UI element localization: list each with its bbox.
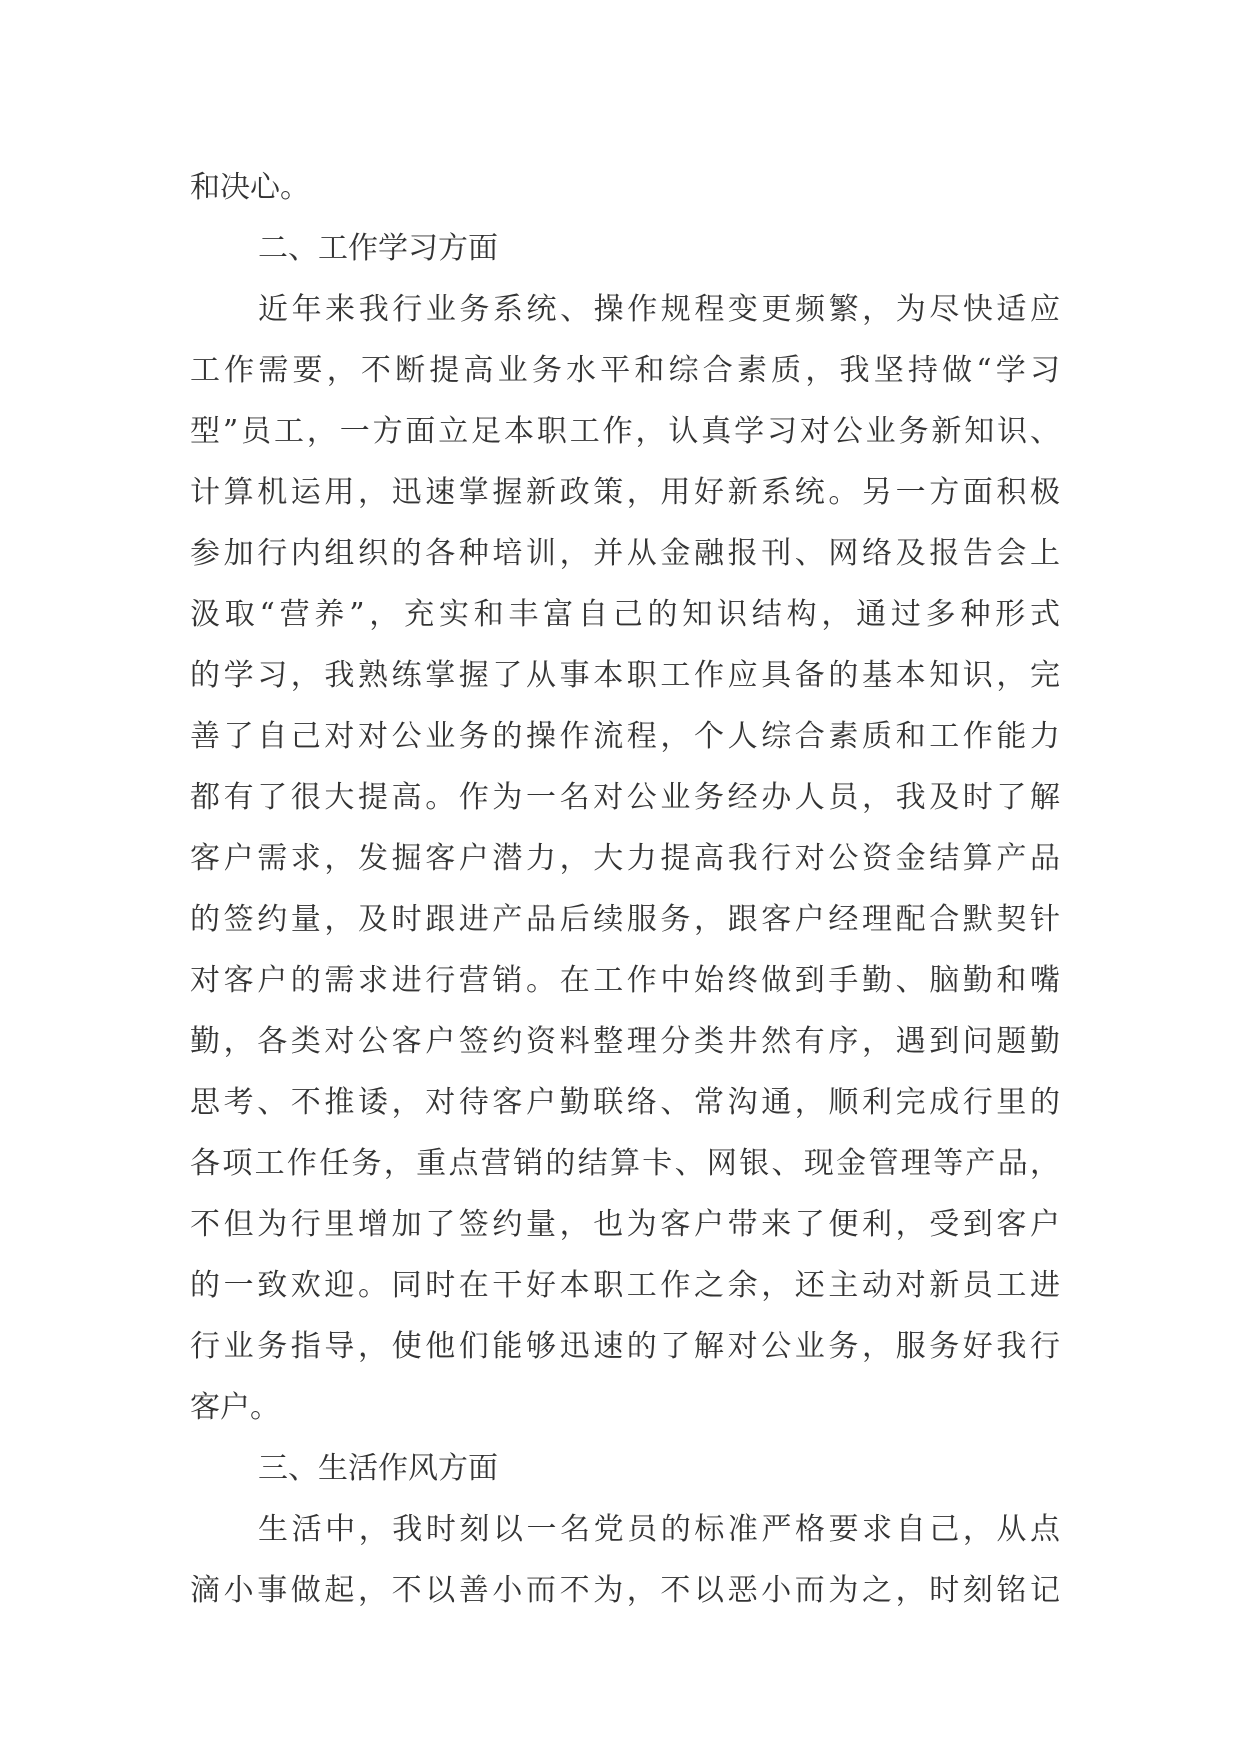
body-text	[190, 157, 1060, 1621]
text-line: 勤，各类对公客户签约资料整理分类井然有序，遇到问题勤	[190, 1024, 1060, 1059]
text-line: 客户。	[190, 1390, 280, 1425]
text-line: 不但为行里增加了签约量，也为客户带来了便利，受到客户	[190, 1207, 1060, 1242]
text-line: 计算机运用，迅速掌握新政策，用好新系统。另一方面积极	[190, 475, 1060, 510]
text-line: 和决心。	[190, 170, 310, 205]
text-line: 的学习，我熟练掌握了从事本职工作应具备的基本知识，完	[190, 658, 1060, 693]
text-line: 的签约量，及时跟进产品后续服务，跟客户经理配合默契针	[190, 902, 1060, 937]
text-line: 生活中，我时刻以一名党员的标准严格要求自己，从点	[258, 1512, 1060, 1547]
text-line: 型”员工，一方面立足本职工作，认真学习对公业务新知识、	[190, 414, 1060, 449]
text-line: 滴小事做起，不以善小而不为，不以恶小而为之，时刻铭记	[190, 1573, 1060, 1608]
text-line: 工作需要，不断提高业务水平和综合素质，我坚持做“学习	[190, 353, 1060, 388]
text-line: 的一致欢迎。同时在干好本职工作之余，还主动对新员工进	[190, 1268, 1060, 1303]
text-line: 近年来我行业务系统、操作规程变更频繁，为尽快适应	[258, 292, 1060, 327]
section-heading-lifestyle: 三、生活作风方面	[258, 1451, 498, 1486]
text-line: 参加行内组织的各种培训，并从金融报刊、网络及报告会上	[190, 536, 1060, 571]
text-line: 各项工作任务，重点营销的结算卡、网银、现金管理等产品，	[190, 1146, 1060, 1181]
text-line: 思考、不推诿，对待客户勤联络、常沟通，顺利完成行里的	[190, 1085, 1060, 1120]
text-line: 客户需求，发掘客户潜力，大力提高我行对公资金结算产品	[190, 841, 1060, 876]
text-line: 行业务指导，使他们能够迅速的了解对公业务，服务好我行	[190, 1329, 1060, 1364]
text-line: 都有了很大提高。作为一名对公业务经办人员，我及时了解	[190, 780, 1060, 815]
section-heading-work-study: 二、工作学习方面	[258, 231, 498, 266]
text-line: 对客户的需求进行营销。在工作中始终做到手勤、脑勤和嘴	[190, 963, 1060, 998]
text-line: 善了自己对对公业务的操作流程，个人综合素质和工作能力	[190, 719, 1060, 754]
text-line: 汲取“营养”，充实和丰富自己的知识结构，通过多种形式	[190, 597, 1060, 632]
